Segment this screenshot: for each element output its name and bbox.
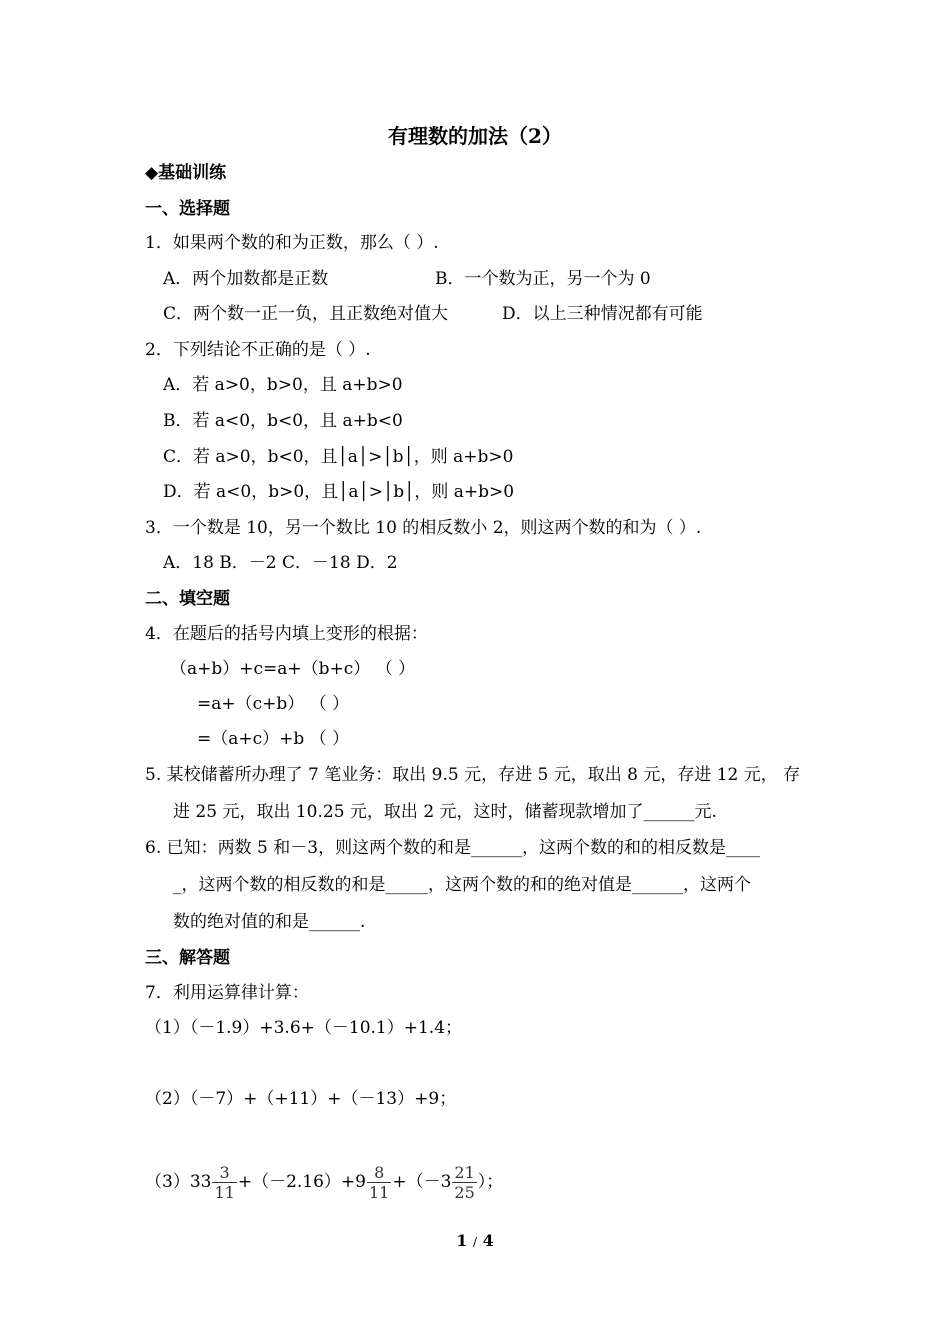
q2-option-d: D．若 a<0，b>0，且│a│>│b│，则 a+b>0 (163, 482, 515, 502)
q7-stem: 7．利用运算律计算： (145, 983, 309, 1003)
q7-part-1: （1）（－1.9）+3.6+（－10.1）+1.4； (145, 1018, 463, 1038)
q3-stem: 3．一个数是 10，另一个数比 10 的相反数小 2，则这两个数的和为（ ）. (145, 518, 702, 538)
q1-option-c: C．两个数一正一负，且正数绝对值大 (163, 304, 449, 324)
fraction-denominator: 25 (454, 1183, 475, 1202)
q1-option-d: D．以上三种情况都有可能 (502, 304, 703, 324)
expression-segment: +（－3 (392, 1172, 452, 1192)
page-separator: / (472, 1235, 478, 1249)
q7-part-3-label: （3） (145, 1172, 190, 1192)
q6-line-2: _，这两个数的相反数的和是_____，这两个数的和的绝对值是______，这两个 (173, 875, 751, 895)
fraction-denominator: 11 (214, 1183, 235, 1202)
q2-option-b: B．若 a<0，b<0，且 a+b<0 (163, 411, 403, 431)
q2-option-c: C．若 a>0，b<0，且│a│>│b│，则 a+b>0 (163, 447, 514, 467)
fraction-numerator: 8 (367, 1163, 391, 1183)
q6-line-1: 6. 已知：两数 5 和－3，则这两个数的和是______，这两个数的和的相反数是____ (145, 838, 761, 858)
section-basic-training: ◆基础训练 (145, 163, 227, 183)
page-number (0, 1230, 950, 1253)
q4-line-3: =（a+c）+b （ ） (197, 729, 350, 749)
page-total: 4 (482, 1231, 494, 1250)
fraction-numerator: 21 (454, 1163, 475, 1182)
q1-option-b: B．一个数为正，另一个为 0 (435, 269, 651, 289)
q3-options: A．18 B．－2 C．－18 D．2 (163, 553, 398, 573)
q7-part-2: （2）（－7）+（+11）+（－13）+9； (145, 1089, 457, 1109)
fraction-3 (452, 1163, 476, 1202)
q4-stem: 4．在题后的括号内填上变形的根据： (145, 624, 428, 644)
expression-segment: +（－2.16）+9 (237, 1172, 366, 1192)
part-heading-solve: 三、解答题 (145, 948, 230, 968)
expression-end: ）； (477, 1172, 504, 1192)
part-heading-fill: 二、填空题 (145, 589, 230, 609)
fraction-numerator: 3 (212, 1163, 236, 1183)
fraction-1 (212, 1163, 236, 1202)
part-heading-choice: 一、选择题 (145, 199, 230, 219)
q1-option-a: A．两个加数都是正数 (163, 269, 329, 289)
page-title: 有理数的加法（2） (388, 124, 562, 148)
q2-option-a: A．若 a>0，b>0，且 a+b>0 (163, 375, 403, 395)
mixed-number-whole: 33 (189, 1172, 212, 1192)
q7-part-3 (145, 1158, 503, 1206)
page-current: 1 (456, 1231, 468, 1250)
q6-line-3: 数的绝对值的和是______. (173, 912, 366, 932)
q5-line-2: 进 25 元，取出 10.25 元，取出 2 元，这时，储蓄现款增加了______元. (173, 802, 717, 822)
q4-line-1: （a+b）+c=a+（b+c） （ ） (170, 659, 416, 679)
fraction-2 (367, 1163, 391, 1202)
q2-stem: 2．下列结论不正确的是（ ）. (145, 340, 371, 360)
q1-stem: 1．如果两个数的和为正数，那么（ ）. (145, 233, 439, 253)
q4-line-2: =a+（c+b） （ ） (197, 694, 350, 714)
fraction-denominator: 11 (368, 1183, 390, 1202)
q5-line-1: 5. 某校储蓄所办理了 7 笔业务：取出 9.5 元，存进 5 元，取出 8 元，存进 12 元， 存 (145, 765, 801, 785)
